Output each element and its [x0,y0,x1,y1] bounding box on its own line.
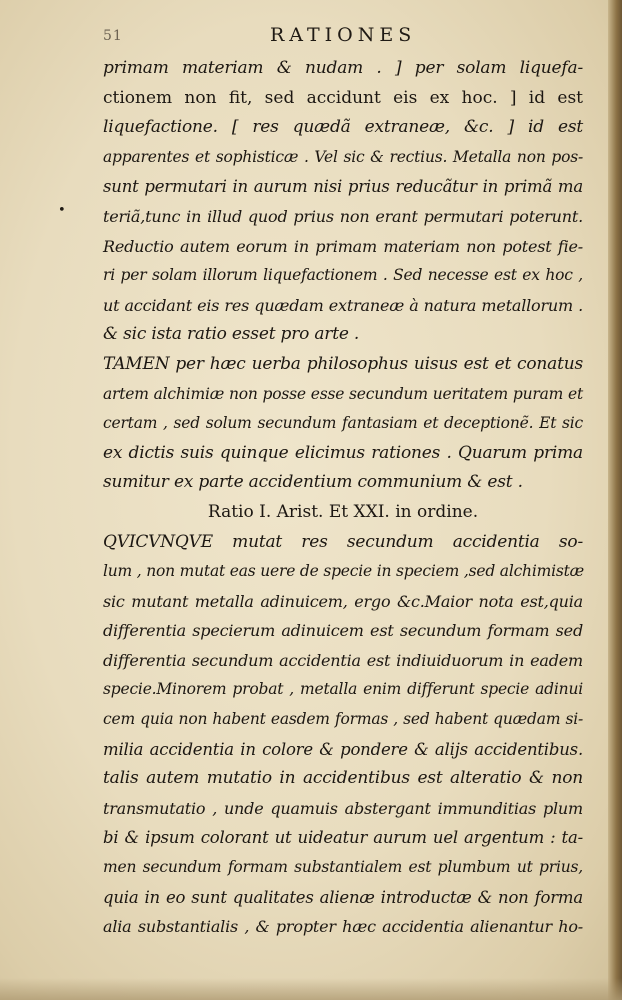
text-line: ctionem non fit, sed accidunt eis ex hoc. ] id est [103,87,583,108]
page-edge-shadow [608,0,622,1000]
text-line: TAMEN per hæc uerba philosophus uisus est et conatus [103,353,583,374]
running-head: RATIONES [270,24,417,46]
text-line: differentia secundum accidentia est indiuiduorum in eadem [103,650,583,670]
text-line: talis autem mutatio in accidentibus est alteratio & non [103,768,583,789]
text-line: Reductio autem eorum in primam materiam non potest fie- [103,236,583,256]
text-line: apparentes et sophisticæ . Vel sic & rectius. Metalla non pos- [103,147,583,166]
text-line: sumitur ex parte accidentium communium & est . [103,472,523,493]
text-line: men secundum formam substantialem est plumbum ut prius, [103,858,583,877]
text-line: QVICVNQVE mutat res secundum accidentia so- [103,531,583,552]
text-line: & sic ista ratio esset pro arte . [103,324,360,345]
text-line: sunt permutari in aurum nisi prius reducãtur in primã ma [103,177,583,197]
page-number: 51 [103,28,123,44]
text-line: bi & ipsum colorant ut uideatur aurum uel argentum : ta- [103,828,583,848]
text-line: teriã,tunc in illud quod prius non erant permutari poterunt. [103,206,583,226]
text-line: specie.Minorem probat , metalla enim differunt specie adinui [103,680,583,699]
text-line: transmutatio , unde quamuis abstergant immunditias plum [103,798,583,818]
text-line: ex dictis suis quinque elicimus rationes . Quarum prima [103,442,583,463]
text-line: sic mutant metalla adinuicem, ergo &c.Maior nota est,quia [103,591,583,611]
text-line: milia accidentia in colore & pondere & alijs accidentibus. [103,739,583,759]
text-line: Ratio I. Arist. Et XXI. in ordine. [207,501,479,522]
text-line: ri per solam illorum liquefactionem . Sed necesse est ex hoc , [103,266,583,285]
text-line: quia in eo sunt qualitates alienæ introductæ & non forma [103,887,583,907]
text-line: ut accidant eis res quædam extraneæ à natura metallorum . [103,295,583,315]
text-line: artem alchimiæ non posse esse secundum ueritatem puram et [103,384,583,403]
text-line: certam , sed solum secundum fantasiam et deceptionẽ. Et sic [103,414,583,433]
margin-mark: • [58,203,66,218]
text-line: lum , non mutat eas uere de specie in speciem ,sed alchimistæ [103,562,584,581]
text-line: primam materiam & nudam . ] per solam liquefa- [103,58,583,78]
text-line: liquefactione. [ res quædã extraneæ, &c. ] id est [103,117,583,138]
text-block [103,54,583,942]
text-line: differentia specierum adinuicem est secundum formam sed [103,621,583,641]
text-line: cem quia non habent easdem formas , sed habent quædam si- [103,710,583,729]
text-line: alia substantialis , & propter hæc accidentia alienantur ho- [103,917,583,937]
page-bottom-shadow [0,978,622,1000]
